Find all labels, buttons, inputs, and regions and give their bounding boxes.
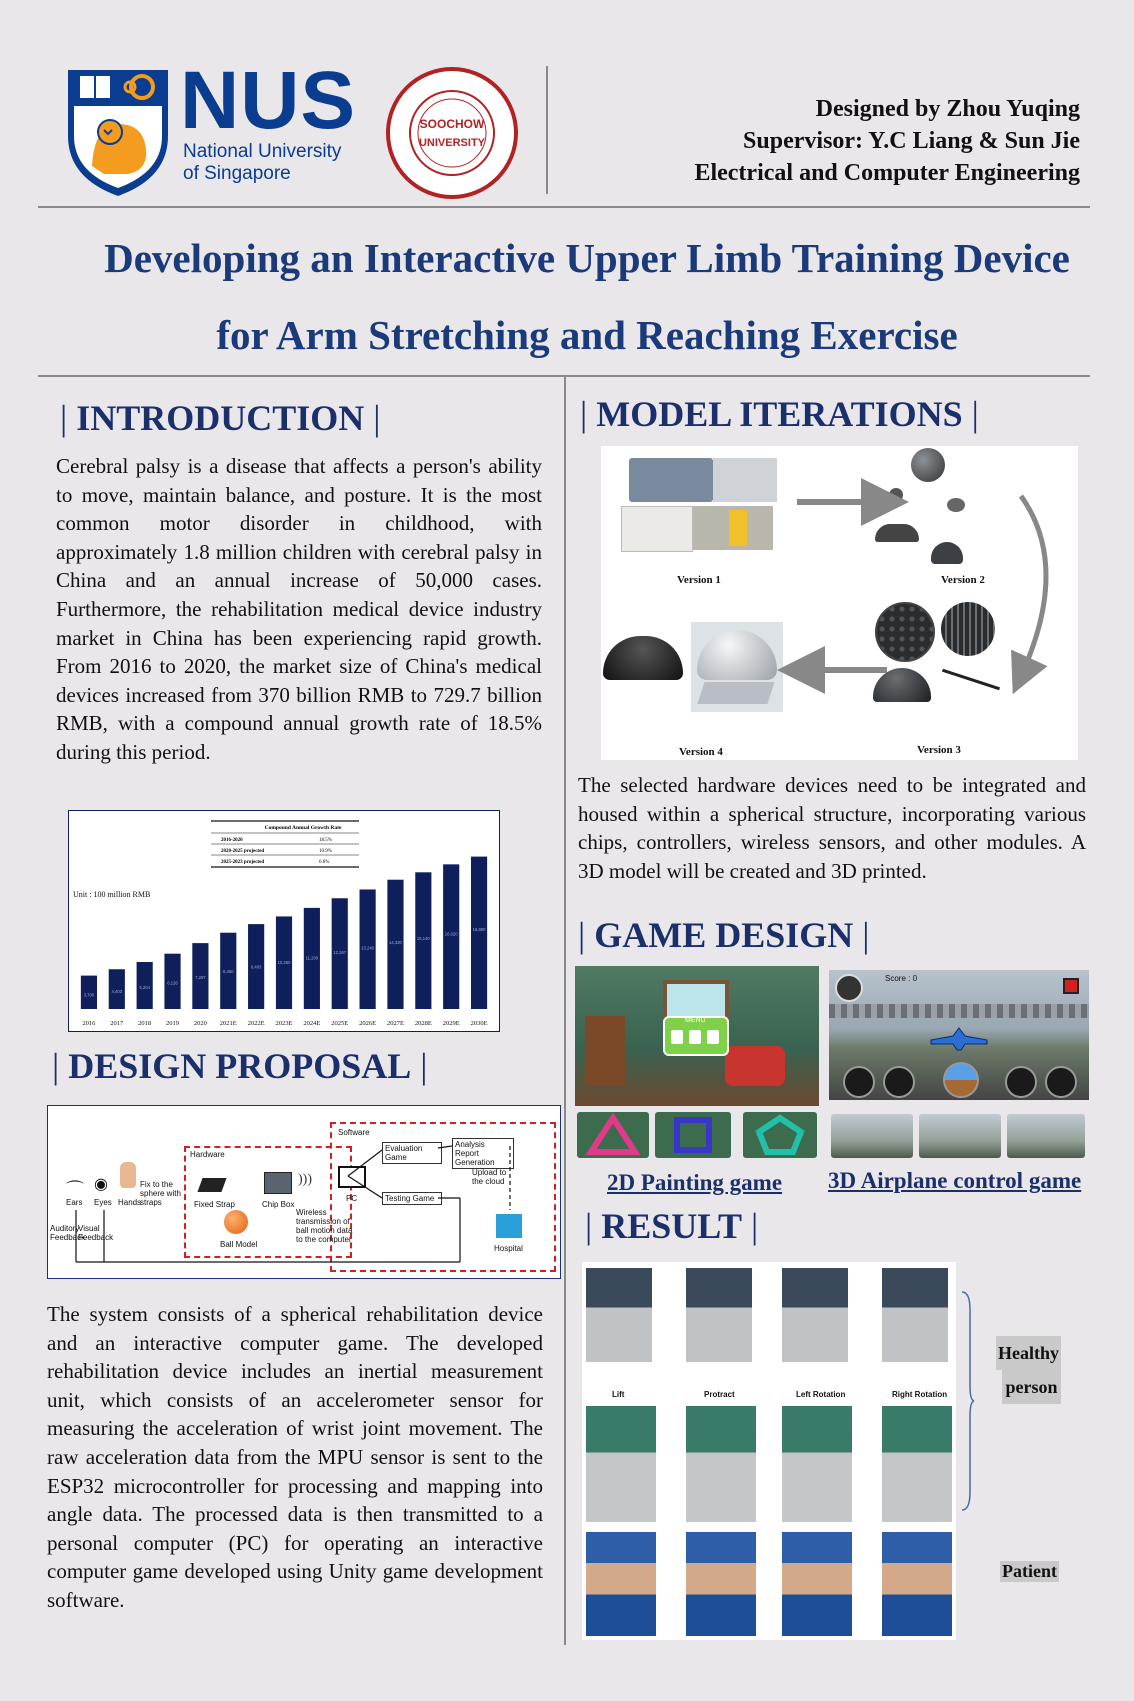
airplane-game-bridge <box>829 1004 1089 1018</box>
chart-x-tick-label: 2030E <box>470 1020 488 1027</box>
model-iterations-heading-text: MODEL ITERATIONS <box>596 394 963 434</box>
chart-bar <box>471 857 487 1009</box>
svg-text:UNIVERSITY: UNIVERSITY <box>418 137 486 149</box>
chart-bar-value-label: 10,250 <box>277 960 291 966</box>
airplane-game-score: Score : 0 <box>885 974 918 983</box>
chart-x-tick-label: 2019 <box>166 1020 180 1027</box>
poster-title-line-1: Developing an Interactive Upper Limb Training Device <box>104 235 1070 281</box>
chart-bar-value-label: 4,403 <box>111 989 123 995</box>
header-divider <box>546 66 548 194</box>
auditory-feedback-label: Auditory Feedback <box>50 1224 86 1242</box>
result-photo <box>586 1532 656 1636</box>
result-photo <box>782 1532 852 1636</box>
result-photo <box>586 1268 652 1362</box>
airplane-gauge-2 <box>883 1066 915 1098</box>
healthy-person-label <box>996 1336 1061 1404</box>
analysis-report-box: Analysis Report Generation <box>452 1138 514 1169</box>
svg-text:SOOCHOW: SOOCHOW <box>419 117 485 131</box>
cagr-table-rate: 10.9% <box>319 849 332 854</box>
fix-straps-label: Fix to the sphere with straps <box>140 1180 181 1207</box>
result-label-lift: Lift <box>612 1390 625 1399</box>
eyes-label: Eyes <box>94 1198 112 1207</box>
airplane-gauge-1 <box>843 1066 875 1098</box>
nus-logo-subtitle-1: National University <box>183 141 342 162</box>
result-photo <box>882 1406 952 1522</box>
cagr-table-period: 2020-2025 projected <box>221 849 265 854</box>
market-size-chart-svg <box>69 811 499 1031</box>
cagr-table-title: Compound Annual Growth Rate <box>264 825 342 831</box>
painting-thumb-triangle <box>577 1112 649 1158</box>
result-heading: | RESULT | <box>585 1206 759 1246</box>
airplane-gauge-5 <box>1045 1066 1077 1098</box>
ears-label: Ears <box>66 1198 83 1207</box>
painting-game-menu-label: MENU <box>685 1017 706 1024</box>
system-diagram <box>47 1105 561 1279</box>
result-label-left-rotation: Left Rotation <box>796 1390 846 1399</box>
chart-x-tick-label: 2017 <box>110 1020 124 1027</box>
airplane-thumb-2 <box>919 1114 1001 1158</box>
version-2-label: Version 2 <box>941 574 985 586</box>
menu-option-icon[interactable] <box>671 1030 683 1044</box>
ear-icon: ⌒ <box>66 1180 84 1200</box>
hospital-label: Hospital <box>494 1244 523 1253</box>
healthy-brace <box>960 1290 976 1512</box>
result-photo <box>686 1406 756 1522</box>
market-size-chart <box>68 810 500 1032</box>
design-proposal-heading-text: DESIGN PROPOSAL <box>68 1046 412 1086</box>
chart-x-tick-label: 2028E <box>414 1020 432 1027</box>
menu-option-icon[interactable] <box>707 1030 719 1044</box>
chart-bar-value-label: 12,267 <box>333 950 347 956</box>
chart-bar-value-label: 6,126 <box>167 980 178 986</box>
chart-bar-value-label: 16,880 <box>472 927 486 933</box>
chart-x-tick-label: 2022E <box>247 1020 265 1027</box>
department-credit: Electrical and Computer Engineering <box>694 160 1080 186</box>
chart-x-tick-label: 2025E <box>331 1020 349 1027</box>
credits-block <box>694 93 1080 189</box>
poster-title-line-2: for Arm Stretching and Reaching Exercise <box>216 312 958 358</box>
chart-x-tick-label: 2018 <box>138 1020 152 1027</box>
airplane-game-stop-button[interactable] <box>1063 978 1079 994</box>
cagr-table-rate: 18.5% <box>319 838 332 843</box>
painting-game-sofa <box>725 1046 785 1086</box>
version-1-label: Version 1 <box>677 574 721 586</box>
supervisor-credit: Supervisor: Y.C Liang & Sun Jie <box>743 128 1080 154</box>
painting-game-shelf <box>585 1016 625 1086</box>
painting-game-caption: 2D Painting game <box>607 1170 783 1195</box>
result-photo <box>686 1268 752 1362</box>
chart-bar-value-label: 9,403 <box>250 964 262 970</box>
airplane-icon <box>929 1026 989 1052</box>
header-rule <box>38 206 1090 208</box>
result-photo <box>782 1406 852 1522</box>
airplane-game-menu-button[interactable] <box>835 974 863 1002</box>
airplane-gauge-3 <box>943 1062 979 1098</box>
result-heading-text: RESULT <box>601 1206 742 1246</box>
painting-thumb-pentagon <box>743 1112 817 1158</box>
airplane-gauge-4 <box>1005 1066 1037 1098</box>
result-label-right-rotation: Right Rotation <box>892 1390 948 1399</box>
introduction-heading-text: INTRODUCTION <box>76 398 365 438</box>
painting-game-menu-panel <box>663 1016 729 1056</box>
cagr-table-period: 2016-2020 <box>221 838 243 843</box>
chart-x-tick-label: 2024E <box>303 1020 321 1027</box>
chart-bar-value-label: 3,700 <box>83 992 95 998</box>
airplane-thumb-3 <box>1007 1114 1085 1158</box>
chart-bar-value-label: 5,204 <box>139 985 150 991</box>
cagr-table-period: 2025-2023 projected <box>221 860 265 865</box>
chart-x-tick-label: 2029E <box>442 1020 460 1027</box>
chart-x-tick-label: 2020 <box>193 1020 207 1027</box>
column-divider <box>564 377 566 1645</box>
chart-bar-value-label: 16,020 <box>444 931 458 937</box>
healthy-label-line-2: person <box>1002 1370 1061 1404</box>
healthy-label-line-1: Healthy <box>996 1336 1061 1370</box>
painting-game-screenshot <box>575 966 819 1106</box>
result-photo <box>586 1406 656 1522</box>
airplane-game-screenshot <box>829 970 1089 1100</box>
result-photo <box>782 1268 848 1362</box>
nus-logo-subtitle-2: of Singapore <box>183 163 291 184</box>
chip-box-label: Chip Box <box>262 1200 295 1209</box>
chart-bar-value-label: 7,297 <box>195 974 206 980</box>
design-proposal-heading: | DESIGN PROPOSAL | <box>52 1046 428 1086</box>
result-photo <box>882 1532 952 1636</box>
chart-x-tick-label: 2027E <box>386 1020 404 1027</box>
result-photo-grid <box>582 1262 956 1640</box>
version-4-label: Version 4 <box>679 746 723 758</box>
hands-label: Hands <box>118 1198 142 1207</box>
chart-x-tick-label: 2023E <box>275 1020 293 1027</box>
model-iterations-figure <box>601 446 1078 760</box>
introduction-heading: | INTRODUCTION | <box>60 398 381 438</box>
wireless-label: Wireless transmission of ball motion data to the computer <box>296 1208 353 1244</box>
chart-bar-value-label: 14,320 <box>389 939 402 945</box>
soochow-university-seal <box>385 66 519 200</box>
fixed-strap-label: Fixed Strap <box>194 1200 235 1209</box>
patient-label: Patient <box>1002 1561 1057 1581</box>
model-iterations-body: The selected hardware devices need to be integrated and housed within a spherical structure, incorporating various chips, controllers, wireless sensors, and other modules. A 3D model will be created and 3D printed. <box>578 773 1086 883</box>
chart-bar-value-label: 13,240 <box>361 945 375 951</box>
evaluation-game-box: Evaluation Game <box>382 1142 442 1164</box>
chart-bar <box>443 864 459 1009</box>
testing-game-box: Testing Game <box>382 1192 442 1205</box>
model-iterations-heading: | MODEL ITERATIONS | <box>580 394 979 434</box>
design-proposal-body: The system consists of a spherical rehabilitation device and an interactive computer game. The developed rehabilitation device includes an inertial measurement unit, which consists of an accelerometer sensor for measuring the acceleration of wrist joint movement. The raw acceleration data from the MPU sensor is sent to the ESP32 microcontroller for processing and mapping into angle data. The processed data is then transmitted to a personal computer (PC) for operating an interactive computer game developed using Unity game development software. <box>47 1302 543 1612</box>
menu-option-icon[interactable] <box>689 1030 701 1044</box>
chart-x-tick-label: 2016 <box>82 1020 96 1027</box>
cagr-table-rate: 6.6% <box>319 860 330 865</box>
painting-thumb-square <box>655 1112 731 1158</box>
visual-feedback-label: Visual Feedback <box>78 1224 114 1242</box>
software-label: Software <box>338 1128 370 1137</box>
wireless-signal-icon: ))) <box>298 1172 312 1187</box>
nus-shield-logo <box>64 66 172 198</box>
pc-label: PC <box>346 1194 358 1203</box>
chart-unit-label: Unit : 100 million RMB <box>73 890 151 899</box>
result-photo <box>686 1532 756 1636</box>
nus-logo-word: NUS <box>180 55 357 146</box>
chart-bar-value-label: 11,200 <box>305 955 319 961</box>
introduction-body: Cerebral palsy is a disease that affects a person's ability to move, maintain balance, and posture. It is the most common motor disorder in childhood, with approximately 1.8 million children with cerebral palsy in China and an annual increase of 50,000 cases. Furthermore, the rehabilitation medical device industry market in China has been experiencing rapid growth. From 2016 to 2020, the market size of China's medical devices increased from 370 billion RMB to 729.7 billion RMB, with a compound annual growth rate of 18.5% during this period. <box>56 454 542 764</box>
ball-model-label: Ball Model <box>220 1240 258 1249</box>
designer-credit: Designed by Zhou Yuqing <box>815 96 1080 122</box>
chart-bar-value-label: 8,450 <box>223 969 234 975</box>
version-3-label: Version 3 <box>917 744 961 756</box>
diagram-connectors <box>48 1106 560 1278</box>
upload-cloud-label: Upload to the cloud <box>472 1168 507 1186</box>
eye-icon: ◉ <box>94 1176 108 1193</box>
iteration-arrows <box>601 446 1078 760</box>
airplane-thumb-1 <box>831 1114 913 1158</box>
chart-x-tick-label: 2021E <box>219 1020 237 1027</box>
game-design-heading: | GAME DESIGN | <box>578 915 870 955</box>
result-photo <box>882 1268 948 1362</box>
game-design-heading-text: GAME DESIGN <box>594 915 854 955</box>
airplane-game-caption: 3D Airplane control game <box>828 1168 1082 1193</box>
chart-bar-value-label: 15,140 <box>416 935 430 941</box>
chart-x-tick-label: 2026E <box>359 1020 377 1027</box>
result-label-protract: Protract <box>704 1390 735 1399</box>
hardware-label: Hardware <box>190 1150 225 1159</box>
